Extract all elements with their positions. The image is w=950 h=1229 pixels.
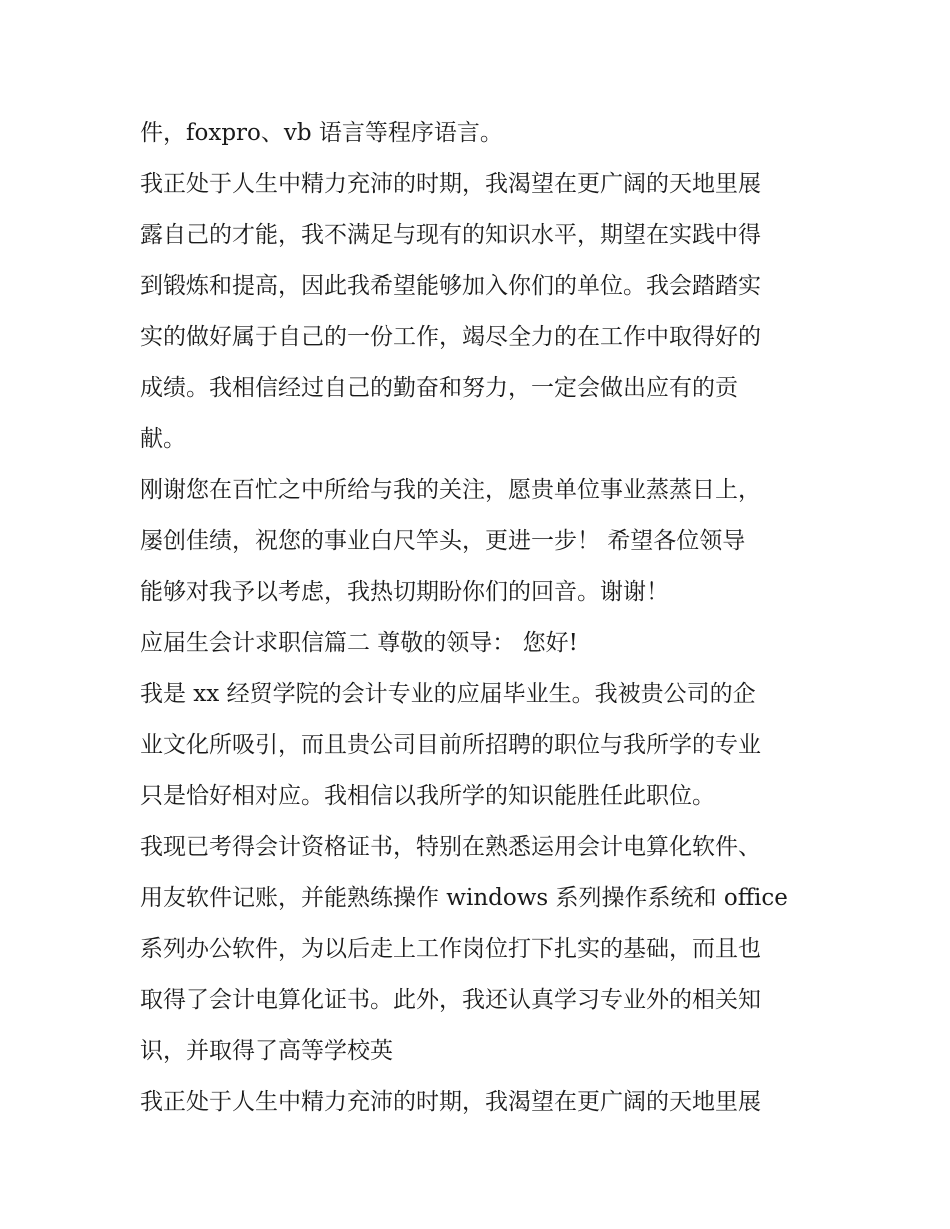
text-line: 屡创佳绩，祝您的事业白尺竿头，更进一步！ 希望各位领导 bbox=[140, 528, 746, 554]
text-line: 我现已考得会计资格证书，特别在熟悉运用会计电算化软件、 bbox=[140, 834, 761, 860]
text-line: 我是 xx 经贸学院的会计专业的应届毕业生。我被贵公司的企 bbox=[140, 681, 756, 707]
section-heading-line: 应届生会计求职信篇二 尊敬的领导： 您好! bbox=[140, 630, 578, 656]
document-body bbox=[140, 108, 820, 1128]
text-line: 露自己的才能，我不满足与现有的知识水平，期望在实践中得 bbox=[140, 222, 761, 248]
text-line: 件，foxpro、vb 语言等程序语言。 bbox=[140, 120, 503, 146]
text-line: 用友软件记账，并能熟练操作 windows 系列操作系统和 office bbox=[140, 885, 788, 911]
text-line: 系列办公软件，为以后走上工作岗位打下扎实的基础，而且也 bbox=[140, 936, 761, 962]
text-line: 我正处于人生中精力充沛的时期，我渴望在更广阔的天地里展 bbox=[140, 1089, 761, 1115]
text-line: 成绩。我相信经过自己的勤奋和努力，一定会做出应有的贡 bbox=[140, 375, 738, 401]
text-line: 业文化所吸引，而且贵公司目前所招聘的职位与我所学的专业 bbox=[140, 732, 761, 758]
text-line: 我正处于人生中精力充沛的时期，我渴望在更广阔的天地里展 bbox=[140, 171, 761, 197]
text-line: 识，并取得了高等学校英 bbox=[140, 1038, 393, 1064]
text-line: 能够对我予以考虑，我热切期盼你们的回音。谢谢！ bbox=[140, 579, 669, 605]
text-line: 只是恰好相对应。我相信以我所学的知识能胜任此职位。 bbox=[140, 783, 715, 809]
text-line: 刚谢您在百忙之中所给与我的关注，愿贵单位事业蒸蒸日上， bbox=[140, 477, 761, 503]
text-line: 献。 bbox=[140, 426, 186, 452]
text-line: 取得了会计电算化证书。此外，我还认真学习专业外的相关知 bbox=[140, 987, 761, 1013]
text-line: 实的做好属于自己的一份工作，竭尽全力的在工作中取得好的 bbox=[140, 324, 761, 350]
text-line: 到锻炼和提高，因此我希望能够加入你们的单位。我会踏踏实 bbox=[140, 273, 761, 299]
